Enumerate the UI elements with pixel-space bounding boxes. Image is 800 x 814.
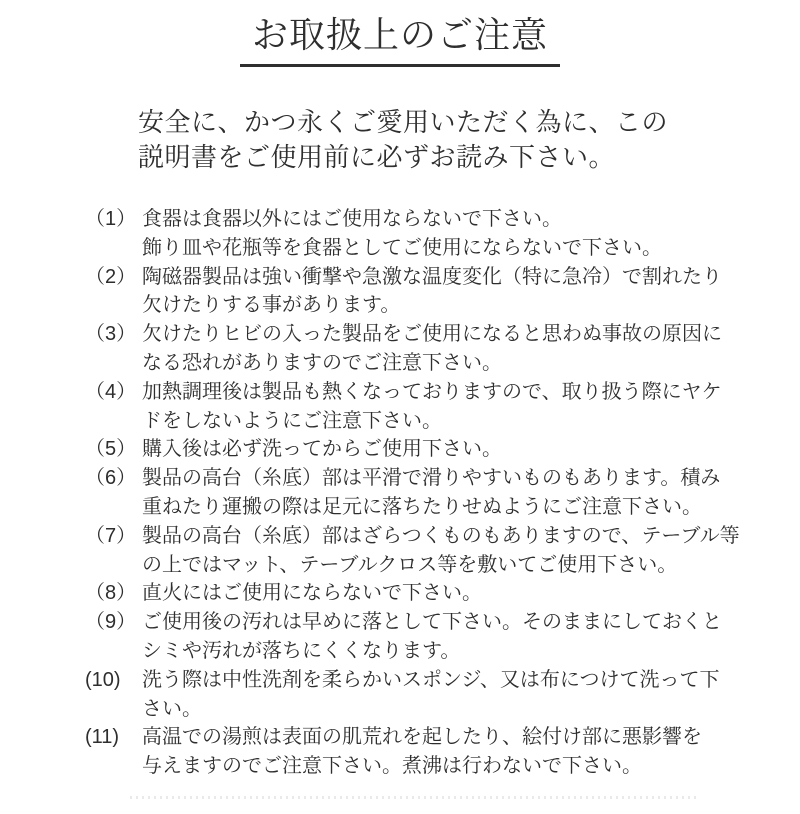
instruction-sheet bbox=[0, 14, 800, 814]
item-text bbox=[142, 263, 800, 321]
item-number: （5） bbox=[85, 438, 137, 461]
item-line: さい。 bbox=[142, 697, 202, 720]
item-line: 製品の高台（糸底）部はざらつくものもありますので、テーブル等 bbox=[142, 524, 740, 547]
item-line: 加熱調理後は製品も熱くなっておりますので、取り扱う際にヤケ bbox=[142, 380, 722, 403]
item-number: （8） bbox=[85, 582, 137, 605]
item-line: の上ではマット、テーブルクロス等を敷いてご使用下さい。 bbox=[142, 553, 678, 576]
item-text bbox=[142, 522, 800, 580]
list-item bbox=[85, 435, 800, 464]
item-number: (11) bbox=[85, 726, 120, 749]
item-number: （2） bbox=[85, 265, 137, 288]
list-item bbox=[85, 608, 800, 666]
item-line: ご使用後の汚れは早めに落として下さい。そのままにしておくと bbox=[142, 611, 722, 634]
item-text bbox=[142, 464, 800, 522]
item-text bbox=[142, 723, 800, 781]
item-text bbox=[142, 320, 800, 378]
item-number: （1） bbox=[85, 208, 137, 230]
list-item bbox=[85, 320, 800, 378]
item-line: シミや汚れが落ちにくくなります。 bbox=[142, 639, 461, 662]
item-line: なる恐れがありますのでご注意下さい。 bbox=[142, 351, 502, 374]
item-line: 食器は食器以外にはご使用ならないで下さい。 bbox=[142, 208, 562, 230]
intro-text bbox=[138, 105, 800, 175]
list-item bbox=[85, 723, 800, 781]
page-title: お取扱上のご注意 bbox=[240, 14, 560, 67]
item-text bbox=[142, 608, 800, 666]
item-number: （9） bbox=[85, 611, 137, 634]
item-line: 与えますのでご注意下さい。煮沸は行わないで下さい。 bbox=[142, 755, 642, 778]
list-item bbox=[85, 205, 800, 263]
item-line: 製品の高台（糸底）部は平滑で滑りやすいものもあります。積み bbox=[142, 467, 721, 490]
list-item bbox=[85, 522, 800, 580]
precaution-list bbox=[85, 205, 800, 781]
item-line: 洗う際は中性洗剤を柔らかいスポンジ、又は布につけて洗って下 bbox=[142, 668, 720, 691]
item-line: 飾り皿や花瓶等を食器としてご使用にならないで下さい。 bbox=[142, 236, 662, 259]
title-section bbox=[0, 14, 800, 67]
item-text bbox=[142, 378, 800, 436]
list-item bbox=[85, 666, 800, 724]
item-line: 重ねたり運搬の際は足元に落ちたりせぬようにご注意下さい。 bbox=[142, 495, 702, 518]
item-number: （6） bbox=[85, 467, 137, 490]
cropped-text-remnant bbox=[130, 796, 700, 799]
item-text bbox=[142, 435, 800, 464]
item-line: 高温での湯煎は表面の肌荒れを起したり、絵付け部に悪影響を bbox=[142, 726, 702, 749]
item-text bbox=[142, 205, 800, 263]
list-item bbox=[85, 263, 800, 321]
item-text bbox=[142, 579, 800, 608]
item-line: ドをしないようにご注意下さい。 bbox=[142, 409, 442, 432]
list-item bbox=[85, 464, 800, 522]
item-line: 購入後は必ず洗ってからご使用下さい。 bbox=[142, 438, 502, 461]
item-number: （7） bbox=[85, 524, 137, 547]
list-item bbox=[85, 579, 800, 608]
item-number: （4） bbox=[85, 380, 137, 403]
item-number: （3） bbox=[85, 323, 137, 346]
intro-line: 安全に、かつ永くご愛用いただく為に、この bbox=[138, 107, 669, 137]
list-item bbox=[85, 378, 800, 436]
intro-line: 説明書をご使用前に必ずお読み下さい。 bbox=[138, 142, 616, 172]
item-line: 欠けたりする事があります。 bbox=[142, 294, 401, 317]
item-line: 直火にはご使用にならないで下さい。 bbox=[142, 582, 482, 605]
item-line: 陶磁器製品は強い衝撃や急激な温度変化（特に急冷）で割れたり bbox=[142, 265, 722, 288]
item-number: (10) bbox=[85, 668, 121, 691]
item-line: 欠けたりヒビの入った製品をご使用になると思わぬ事故の原因に bbox=[142, 323, 722, 346]
item-text bbox=[142, 666, 800, 724]
